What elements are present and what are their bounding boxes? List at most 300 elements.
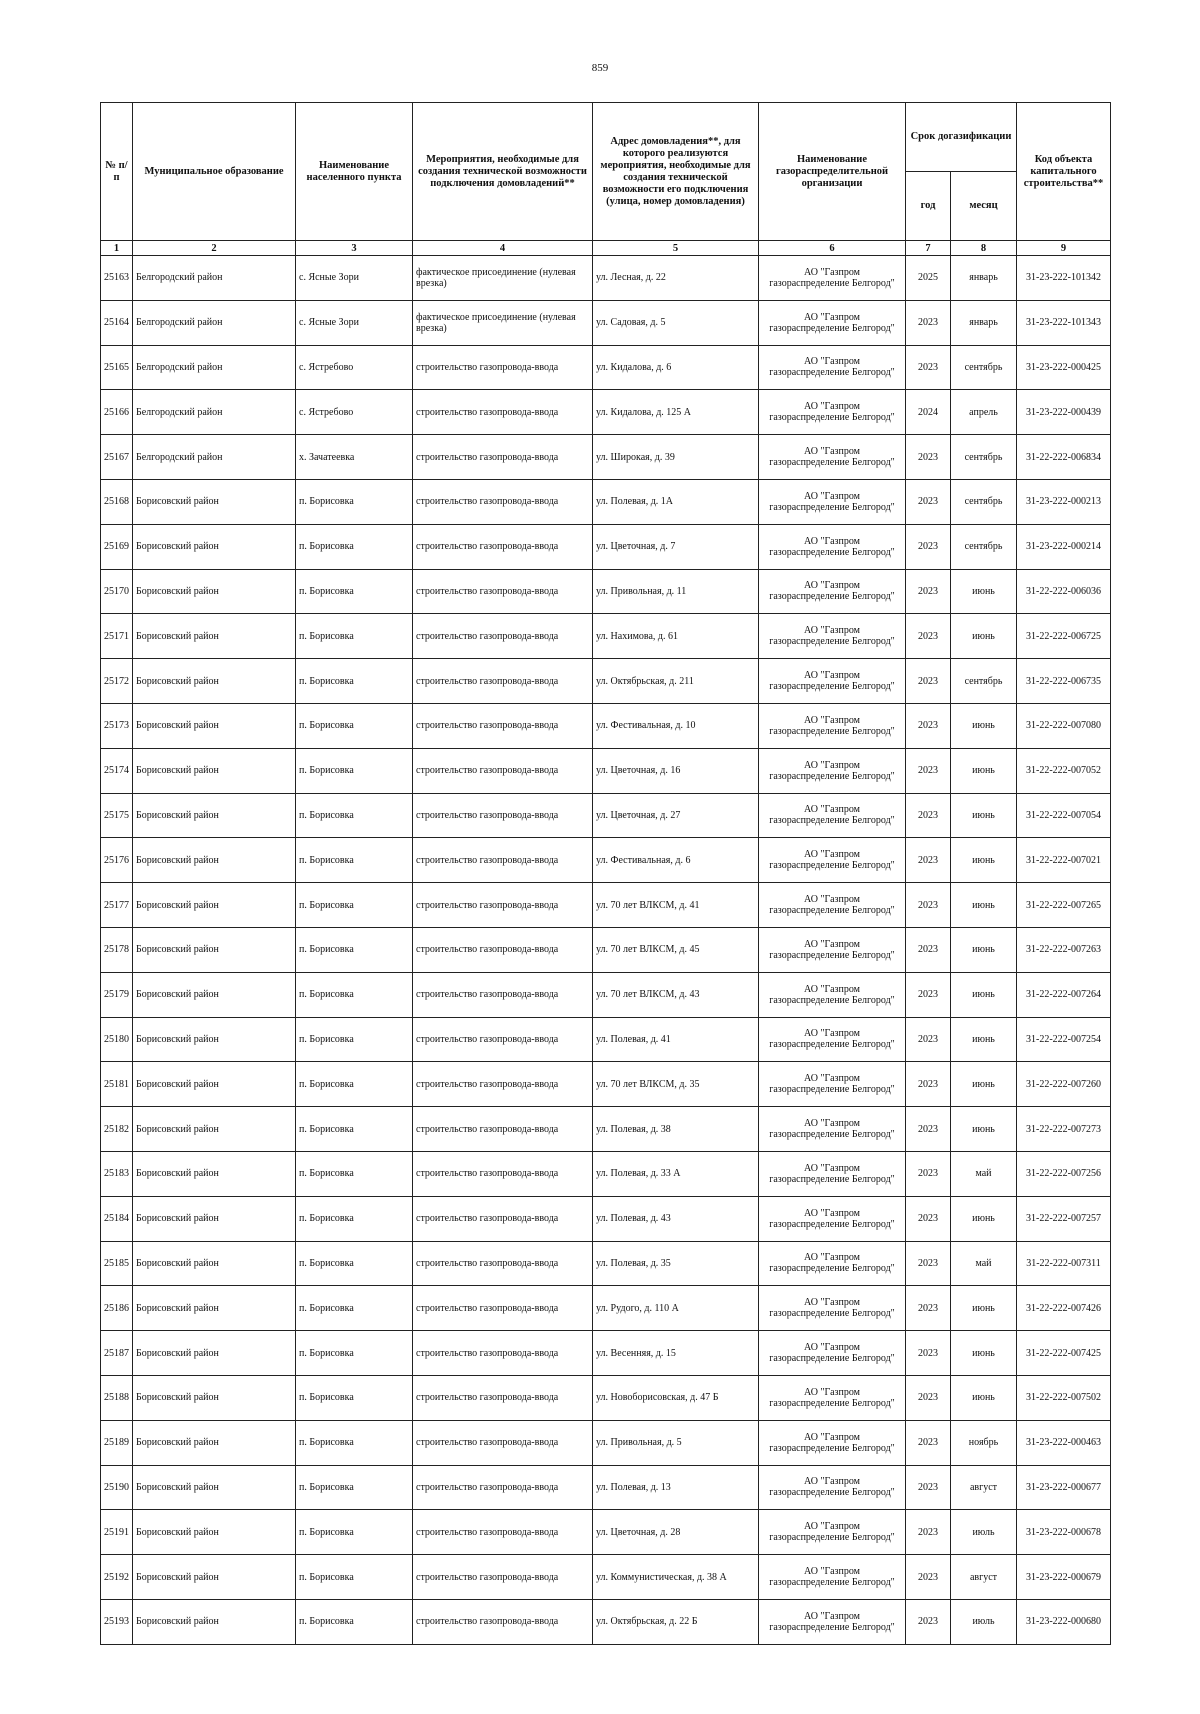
address-cell: ул. Лесная, д. 22 (593, 256, 759, 301)
event-cell: строительство газопровода-ввода (413, 1151, 593, 1196)
row-number: 25165 (101, 345, 133, 390)
header-address: Адрес домовладения**, для которого реализуются мероприятия, необходимые для создания технической возможности его подключения (улица, номер домовладения) (593, 103, 759, 241)
organization-cell (759, 793, 906, 838)
table-row (101, 748, 1111, 793)
year-cell: 2023 (906, 793, 951, 838)
table-row (101, 1510, 1111, 1555)
address-cell: ул. Полевая, д. 43 (593, 1196, 759, 1241)
table-row (101, 659, 1111, 704)
organization-cell (759, 703, 906, 748)
organization-cell (759, 256, 906, 301)
table-row (101, 345, 1111, 390)
organization-cell (759, 1331, 906, 1376)
organization-cell (759, 1555, 906, 1600)
object-code-cell: 31-22-222-006725 (1017, 614, 1111, 659)
organization-line1: АО "Газпром (804, 1207, 860, 1219)
row-number: 25185 (101, 1241, 133, 1286)
event-cell: строительство газопровода-ввода (413, 659, 593, 704)
settlement-cell: п. Борисовка (296, 1017, 413, 1062)
organization-line1: АО "Газпром (804, 1386, 860, 1398)
settlement-cell: п. Борисовка (296, 1241, 413, 1286)
object-code-cell: 31-23-222-000678 (1017, 1510, 1111, 1555)
organization-cell (759, 748, 906, 793)
table-row (101, 1599, 1111, 1644)
organization-line2: газораспределение Белгород" (769, 1263, 895, 1275)
object-code-cell: 31-23-222-000214 (1017, 524, 1111, 569)
object-code-cell: 31-23-222-000213 (1017, 479, 1111, 524)
organization-line2: газораспределение Белгород" (769, 412, 895, 424)
organization-line2: газораспределение Белгород" (769, 501, 895, 513)
settlement-cell: п. Борисовка (296, 1196, 413, 1241)
row-number: 25191 (101, 1510, 133, 1555)
year-cell: 2023 (906, 569, 951, 614)
table-row (101, 1465, 1111, 1510)
municipality-cell: Борисовский район (133, 703, 296, 748)
organization-line2: газораспределение Белгород" (769, 994, 895, 1006)
object-code-cell: 31-23-222-000679 (1017, 1555, 1111, 1600)
column-number: 8 (951, 241, 1017, 256)
organization-line2: газораспределение Белгород" (769, 815, 895, 827)
month-cell: январь (951, 256, 1017, 301)
month-cell: ноябрь (951, 1420, 1017, 1465)
address-cell: ул. Цветочная, д. 27 (593, 793, 759, 838)
year-cell: 2023 (906, 1510, 951, 1555)
table-row (101, 1375, 1111, 1420)
month-cell: июнь (951, 748, 1017, 793)
organization-line2: газораспределение Белгород" (769, 1218, 895, 1230)
event-cell: строительство газопровода-ввода (413, 748, 593, 793)
address-cell: ул. Широкая, д. 39 (593, 435, 759, 480)
row-number: 25174 (101, 748, 133, 793)
organization-cell (759, 1375, 906, 1420)
organization-line1: АО "Газпром (804, 490, 860, 502)
address-cell: ул. 70 лет ВЛКСМ, д. 35 (593, 1062, 759, 1107)
organization-line2: газораспределение Белгород" (769, 1487, 895, 1499)
organization-line2: газораспределение Белгород" (769, 1084, 895, 1096)
table-row (101, 1062, 1111, 1107)
event-cell: строительство газопровода-ввода (413, 1420, 593, 1465)
address-cell: ул. Весенняя, д. 15 (593, 1331, 759, 1376)
row-number: 25175 (101, 793, 133, 838)
row-number: 25168 (101, 479, 133, 524)
column-number: 9 (1017, 241, 1111, 256)
object-code-cell: 31-22-222-007265 (1017, 883, 1111, 928)
organization-line1: АО "Газпром (804, 401, 860, 413)
month-cell: июнь (951, 569, 1017, 614)
organization-line2: газораспределение Белгород" (769, 546, 895, 558)
municipality-cell: Борисовский район (133, 1062, 296, 1107)
month-cell: сентябрь (951, 435, 1017, 480)
settlement-cell: п. Борисовка (296, 614, 413, 659)
organization-cell (759, 1599, 906, 1644)
event-cell: строительство газопровода-ввода (413, 1465, 593, 1510)
table-row (101, 569, 1111, 614)
row-number: 25169 (101, 524, 133, 569)
event-cell: строительство газопровода-ввода (413, 524, 593, 569)
event-cell: строительство газопровода-ввода (413, 972, 593, 1017)
event-cell: фактическое присоединение (нулевая врезка) (413, 300, 593, 345)
month-cell: июнь (951, 1375, 1017, 1420)
year-cell: 2023 (906, 345, 951, 390)
table-row (101, 972, 1111, 1017)
row-number: 25186 (101, 1286, 133, 1331)
row-number: 25192 (101, 1555, 133, 1600)
year-cell: 2023 (906, 1062, 951, 1107)
organization-cell (759, 659, 906, 704)
organization-cell (759, 1465, 906, 1510)
event-cell: строительство газопровода-ввода (413, 435, 593, 480)
row-number: 25193 (101, 1599, 133, 1644)
row-number: 25183 (101, 1151, 133, 1196)
header-municipality: Муниципальное образование (133, 103, 296, 241)
address-cell: ул. Привольная, д. 5 (593, 1420, 759, 1465)
settlement-cell: с. Ястребово (296, 390, 413, 435)
object-code-cell: 31-23-222-000677 (1017, 1465, 1111, 1510)
row-number: 25164 (101, 300, 133, 345)
organization-cell (759, 300, 906, 345)
organization-line2: газораспределение Белгород" (769, 591, 895, 603)
municipality-cell: Борисовский район (133, 1017, 296, 1062)
row-number: 25181 (101, 1062, 133, 1107)
object-code-cell: 31-23-222-101343 (1017, 300, 1111, 345)
settlement-cell: п. Борисовка (296, 1286, 413, 1331)
year-cell: 2023 (906, 659, 951, 704)
organization-cell (759, 883, 906, 928)
organization-cell (759, 927, 906, 972)
year-cell: 2023 (906, 1151, 951, 1196)
address-cell: ул. Фестивальная, д. 6 (593, 838, 759, 883)
year-cell: 2024 (906, 390, 951, 435)
address-cell: ул. Полевая, д. 41 (593, 1017, 759, 1062)
event-cell: строительство газопровода-ввода (413, 1555, 593, 1600)
address-cell: ул. Полевая, д. 38 (593, 1107, 759, 1152)
municipality-cell: Борисовский район (133, 1286, 296, 1331)
organization-line1: АО "Газпром (804, 1028, 860, 1040)
organization-line2: газораспределение Белгород" (769, 949, 895, 961)
header-organization: Наименование газораспределительной организации (759, 103, 906, 241)
address-cell: ул. Рудого, д. 110 А (593, 1286, 759, 1331)
row-number: 25188 (101, 1375, 133, 1420)
month-cell: июнь (951, 1062, 1017, 1107)
organization-cell (759, 1196, 906, 1241)
municipality-cell: Белгородский район (133, 435, 296, 480)
year-cell: 2023 (906, 1017, 951, 1062)
address-cell: ул. Октябрьская, д. 22 Б (593, 1599, 759, 1644)
table-row (101, 793, 1111, 838)
month-cell: июнь (951, 793, 1017, 838)
organization-line2: газораспределение Белгород" (769, 770, 895, 782)
table-row (101, 883, 1111, 928)
year-cell: 2023 (906, 300, 951, 345)
event-cell: строительство газопровода-ввода (413, 1599, 593, 1644)
municipality-cell: Борисовский район (133, 1331, 296, 1376)
object-code-cell: 31-22-222-007254 (1017, 1017, 1111, 1062)
table-row (101, 1107, 1111, 1152)
organization-cell (759, 390, 906, 435)
page-number: 859 (591, 62, 609, 74)
table-row (101, 1420, 1111, 1465)
organization-cell (759, 1017, 906, 1062)
month-cell: июль (951, 1510, 1017, 1555)
month-cell: июнь (951, 1107, 1017, 1152)
organization-cell (759, 345, 906, 390)
settlement-cell: п. Борисовка (296, 479, 413, 524)
event-cell: строительство газопровода-ввода (413, 569, 593, 614)
address-cell: ул. Цветочная, д. 16 (593, 748, 759, 793)
organization-line2: газораспределение Белгород" (769, 457, 895, 469)
organization-line2: газораспределение Белгород" (769, 1353, 895, 1365)
organization-line1: АО "Газпром (804, 625, 860, 637)
row-number: 25166 (101, 390, 133, 435)
row-number: 25184 (101, 1196, 133, 1241)
month-cell: июнь (951, 703, 1017, 748)
organization-cell (759, 838, 906, 883)
row-number: 25173 (101, 703, 133, 748)
event-cell: строительство газопровода-ввода (413, 1017, 593, 1062)
settlement-cell: п. Борисовка (296, 838, 413, 883)
organization-line1: АО "Газпром (804, 1521, 860, 1533)
column-number: 3 (296, 241, 413, 256)
municipality-cell: Борисовский район (133, 1599, 296, 1644)
settlement-cell: п. Борисовка (296, 1375, 413, 1420)
settlement-cell: п. Борисовка (296, 1151, 413, 1196)
table-row (101, 435, 1111, 480)
object-code-cell: 31-22-222-007054 (1017, 793, 1111, 838)
organization-line1: АО "Газпром (804, 938, 860, 950)
year-cell: 2023 (906, 1107, 951, 1152)
organization-line1: АО "Газпром (804, 759, 860, 771)
organization-line1: АО "Газпром (804, 849, 860, 861)
settlement-cell: п. Борисовка (296, 569, 413, 614)
row-number: 25182 (101, 1107, 133, 1152)
year-cell: 2023 (906, 838, 951, 883)
column-number: 6 (759, 241, 906, 256)
object-code-cell: 31-22-222-007264 (1017, 972, 1111, 1017)
header-gasification-term: Срок догазификации (906, 103, 1017, 172)
year-cell: 2023 (906, 972, 951, 1017)
organization-cell (759, 1062, 906, 1107)
organization-cell (759, 435, 906, 480)
month-cell: май (951, 1241, 1017, 1286)
municipality-cell: Борисовский район (133, 1151, 296, 1196)
event-cell: фактическое присоединение (нулевая врезка) (413, 256, 593, 301)
organization-line1: АО "Газпром (804, 535, 860, 547)
table-body (101, 256, 1111, 1645)
column-number-row (101, 241, 1111, 256)
year-cell: 2023 (906, 1465, 951, 1510)
organization-line1: АО "Газпром (804, 266, 860, 278)
month-cell: сентябрь (951, 524, 1017, 569)
year-cell: 2023 (906, 479, 951, 524)
settlement-cell: п. Борисовка (296, 972, 413, 1017)
table-row (101, 1017, 1111, 1062)
organization-cell (759, 479, 906, 524)
organization-line2: газораспределение Белгород" (769, 1397, 895, 1409)
event-cell: строительство газопровода-ввода (413, 703, 593, 748)
organization-line1: АО "Газпром (804, 714, 860, 726)
municipality-cell: Борисовский район (133, 1510, 296, 1555)
municipality-cell: Борисовский район (133, 1107, 296, 1152)
address-cell: ул. Октябрьская, д. 211 (593, 659, 759, 704)
municipality-cell: Борисовский район (133, 838, 296, 883)
month-cell: сентябрь (951, 659, 1017, 704)
object-code-cell: 31-22-222-006834 (1017, 435, 1111, 480)
address-cell: ул. Привольная, д. 11 (593, 569, 759, 614)
organization-cell (759, 1241, 906, 1286)
organization-cell (759, 1420, 906, 1465)
settlement-cell: п. Борисовка (296, 659, 413, 704)
table-row (101, 614, 1111, 659)
organization-line2: газораспределение Белгород" (769, 322, 895, 334)
month-cell: август (951, 1555, 1017, 1600)
municipality-cell: Белгородский район (133, 345, 296, 390)
object-code-cell: 31-22-222-007426 (1017, 1286, 1111, 1331)
settlement-cell: п. Борисовка (296, 793, 413, 838)
row-number: 25171 (101, 614, 133, 659)
municipality-cell: Борисовский район (133, 659, 296, 704)
header-settlement: Наименование населенного пункта (296, 103, 413, 241)
row-number: 25176 (101, 838, 133, 883)
settlement-cell: п. Борисовка (296, 524, 413, 569)
organization-line1: АО "Газпром (804, 580, 860, 592)
column-number: 5 (593, 241, 759, 256)
address-cell: ул. Полевая, д. 13 (593, 1465, 759, 1510)
municipality-cell: Белгородский район (133, 300, 296, 345)
event-cell: строительство газопровода-ввода (413, 838, 593, 883)
municipality-cell: Борисовский район (133, 1555, 296, 1600)
municipality-cell: Борисовский район (133, 927, 296, 972)
organization-line2: газораспределение Белгород" (769, 860, 895, 872)
header-num: № п/п (101, 103, 133, 241)
organization-cell (759, 972, 906, 1017)
organization-line2: газораспределение Белгород" (769, 905, 895, 917)
municipality-cell: Борисовский район (133, 1465, 296, 1510)
year-cell: 2025 (906, 256, 951, 301)
event-cell: строительство газопровода-ввода (413, 614, 593, 659)
organization-line1: АО "Газпром (804, 1252, 860, 1264)
settlement-cell: п. Борисовка (296, 1599, 413, 1644)
settlement-cell: с. Ястребово (296, 345, 413, 390)
organization-line1: АО "Газпром (804, 1431, 860, 1443)
object-code-cell: 31-22-222-007257 (1017, 1196, 1111, 1241)
organization-cell (759, 1510, 906, 1555)
row-number: 25180 (101, 1017, 133, 1062)
table-row (101, 1241, 1111, 1286)
month-cell: сентябрь (951, 479, 1017, 524)
table-row (101, 300, 1111, 345)
row-number: 25189 (101, 1420, 133, 1465)
event-cell: строительство газопровода-ввода (413, 345, 593, 390)
organization-line2: газораспределение Белгород" (769, 1577, 895, 1588)
organization-line1: АО "Газпром (804, 1610, 860, 1622)
settlement-cell: п. Борисовка (296, 748, 413, 793)
month-cell: июнь (951, 838, 1017, 883)
event-cell: строительство газопровода-ввода (413, 1196, 593, 1241)
object-code-cell: 31-23-222-101342 (1017, 256, 1111, 301)
object-code-cell: 31-23-222-000680 (1017, 1599, 1111, 1644)
settlement-cell: п. Борисовка (296, 1555, 413, 1600)
organization-line1: АО "Газпром (804, 1342, 860, 1354)
settlement-cell: п. Борисовка (296, 703, 413, 748)
object-code-cell: 31-23-222-000425 (1017, 345, 1111, 390)
organization-line2: газораспределение Белгород" (769, 1129, 895, 1141)
year-cell: 2023 (906, 1286, 951, 1331)
address-cell: ул. Полевая, д. 1А (593, 479, 759, 524)
table-row (101, 1286, 1111, 1331)
address-cell: ул. Фестивальная, д. 10 (593, 703, 759, 748)
object-code-cell: 31-22-222-007263 (1017, 927, 1111, 972)
settlement-cell: п. Борисовка (296, 883, 413, 928)
row-number: 25187 (101, 1331, 133, 1376)
municipality-cell: Борисовский район (133, 1196, 296, 1241)
address-cell: ул. Кидалова, д. 125 А (593, 390, 759, 435)
object-code-cell: 31-22-222-007273 (1017, 1107, 1111, 1152)
object-code-cell: 31-22-222-007260 (1017, 1062, 1111, 1107)
event-cell: строительство газопровода-ввода (413, 793, 593, 838)
row-number: 25170 (101, 569, 133, 614)
organization-line1: АО "Газпром (804, 804, 860, 816)
column-number: 1 (101, 241, 133, 256)
year-cell: 2023 (906, 1196, 951, 1241)
table-row (101, 479, 1111, 524)
row-number: 25178 (101, 927, 133, 972)
year-cell: 2023 (906, 1241, 951, 1286)
organization-cell (759, 524, 906, 569)
settlement-cell: п. Борисовка (296, 1331, 413, 1376)
municipality-cell: Борисовский район (133, 524, 296, 569)
organization-line2: газораспределение Белгород" (769, 725, 895, 737)
organization-line1: АО "Газпром (804, 356, 860, 368)
month-cell: июнь (951, 1286, 1017, 1331)
organization-line2: газораспределение Белгород" (769, 636, 895, 648)
municipality-cell: Борисовский район (133, 883, 296, 928)
header-month: месяц (951, 172, 1017, 241)
organization-cell (759, 1151, 906, 1196)
address-cell: ул. 70 лет ВЛКСМ, д. 41 (593, 883, 759, 928)
settlement-cell: с. Ясные Зори (296, 300, 413, 345)
month-cell: июнь (951, 972, 1017, 1017)
address-cell: ул. 70 лет ВЛКСМ, д. 45 (593, 927, 759, 972)
address-cell: ул. Садовая, д. 5 (593, 300, 759, 345)
header-row (101, 103, 1111, 172)
organization-line2: газораспределение Белгород" (769, 1532, 895, 1544)
organization-line1: АО "Газпром (804, 1476, 860, 1488)
organization-line2: газораспределение Белгород" (769, 1621, 895, 1633)
header-year: год (906, 172, 951, 241)
municipality-cell: Борисовский район (133, 793, 296, 838)
year-cell: 2023 (906, 1599, 951, 1644)
address-cell: ул. Коммунистическая, д. 38 А (593, 1555, 759, 1600)
month-cell: июль (951, 1599, 1017, 1644)
event-cell: строительство газопровода-ввода (413, 1510, 593, 1555)
year-cell: 2023 (906, 614, 951, 659)
month-cell: июнь (951, 614, 1017, 659)
municipality-cell: Борисовский район (133, 1420, 296, 1465)
event-cell: строительство газопровода-ввода (413, 927, 593, 972)
column-number: 4 (413, 241, 593, 256)
year-cell: 2023 (906, 883, 951, 928)
event-cell: строительство газопровода-ввода (413, 1062, 593, 1107)
row-number: 25163 (101, 256, 133, 301)
table-row (101, 524, 1111, 569)
organization-line2: газораспределение Белгород" (769, 1442, 895, 1454)
row-number: 25177 (101, 883, 133, 928)
address-cell: ул. Цветочная, д. 7 (593, 524, 759, 569)
month-cell: сентябрь (951, 345, 1017, 390)
table-row (101, 703, 1111, 748)
municipality-cell: Белгородский район (133, 256, 296, 301)
settlement-cell: х. Зачатеевка (296, 435, 413, 480)
